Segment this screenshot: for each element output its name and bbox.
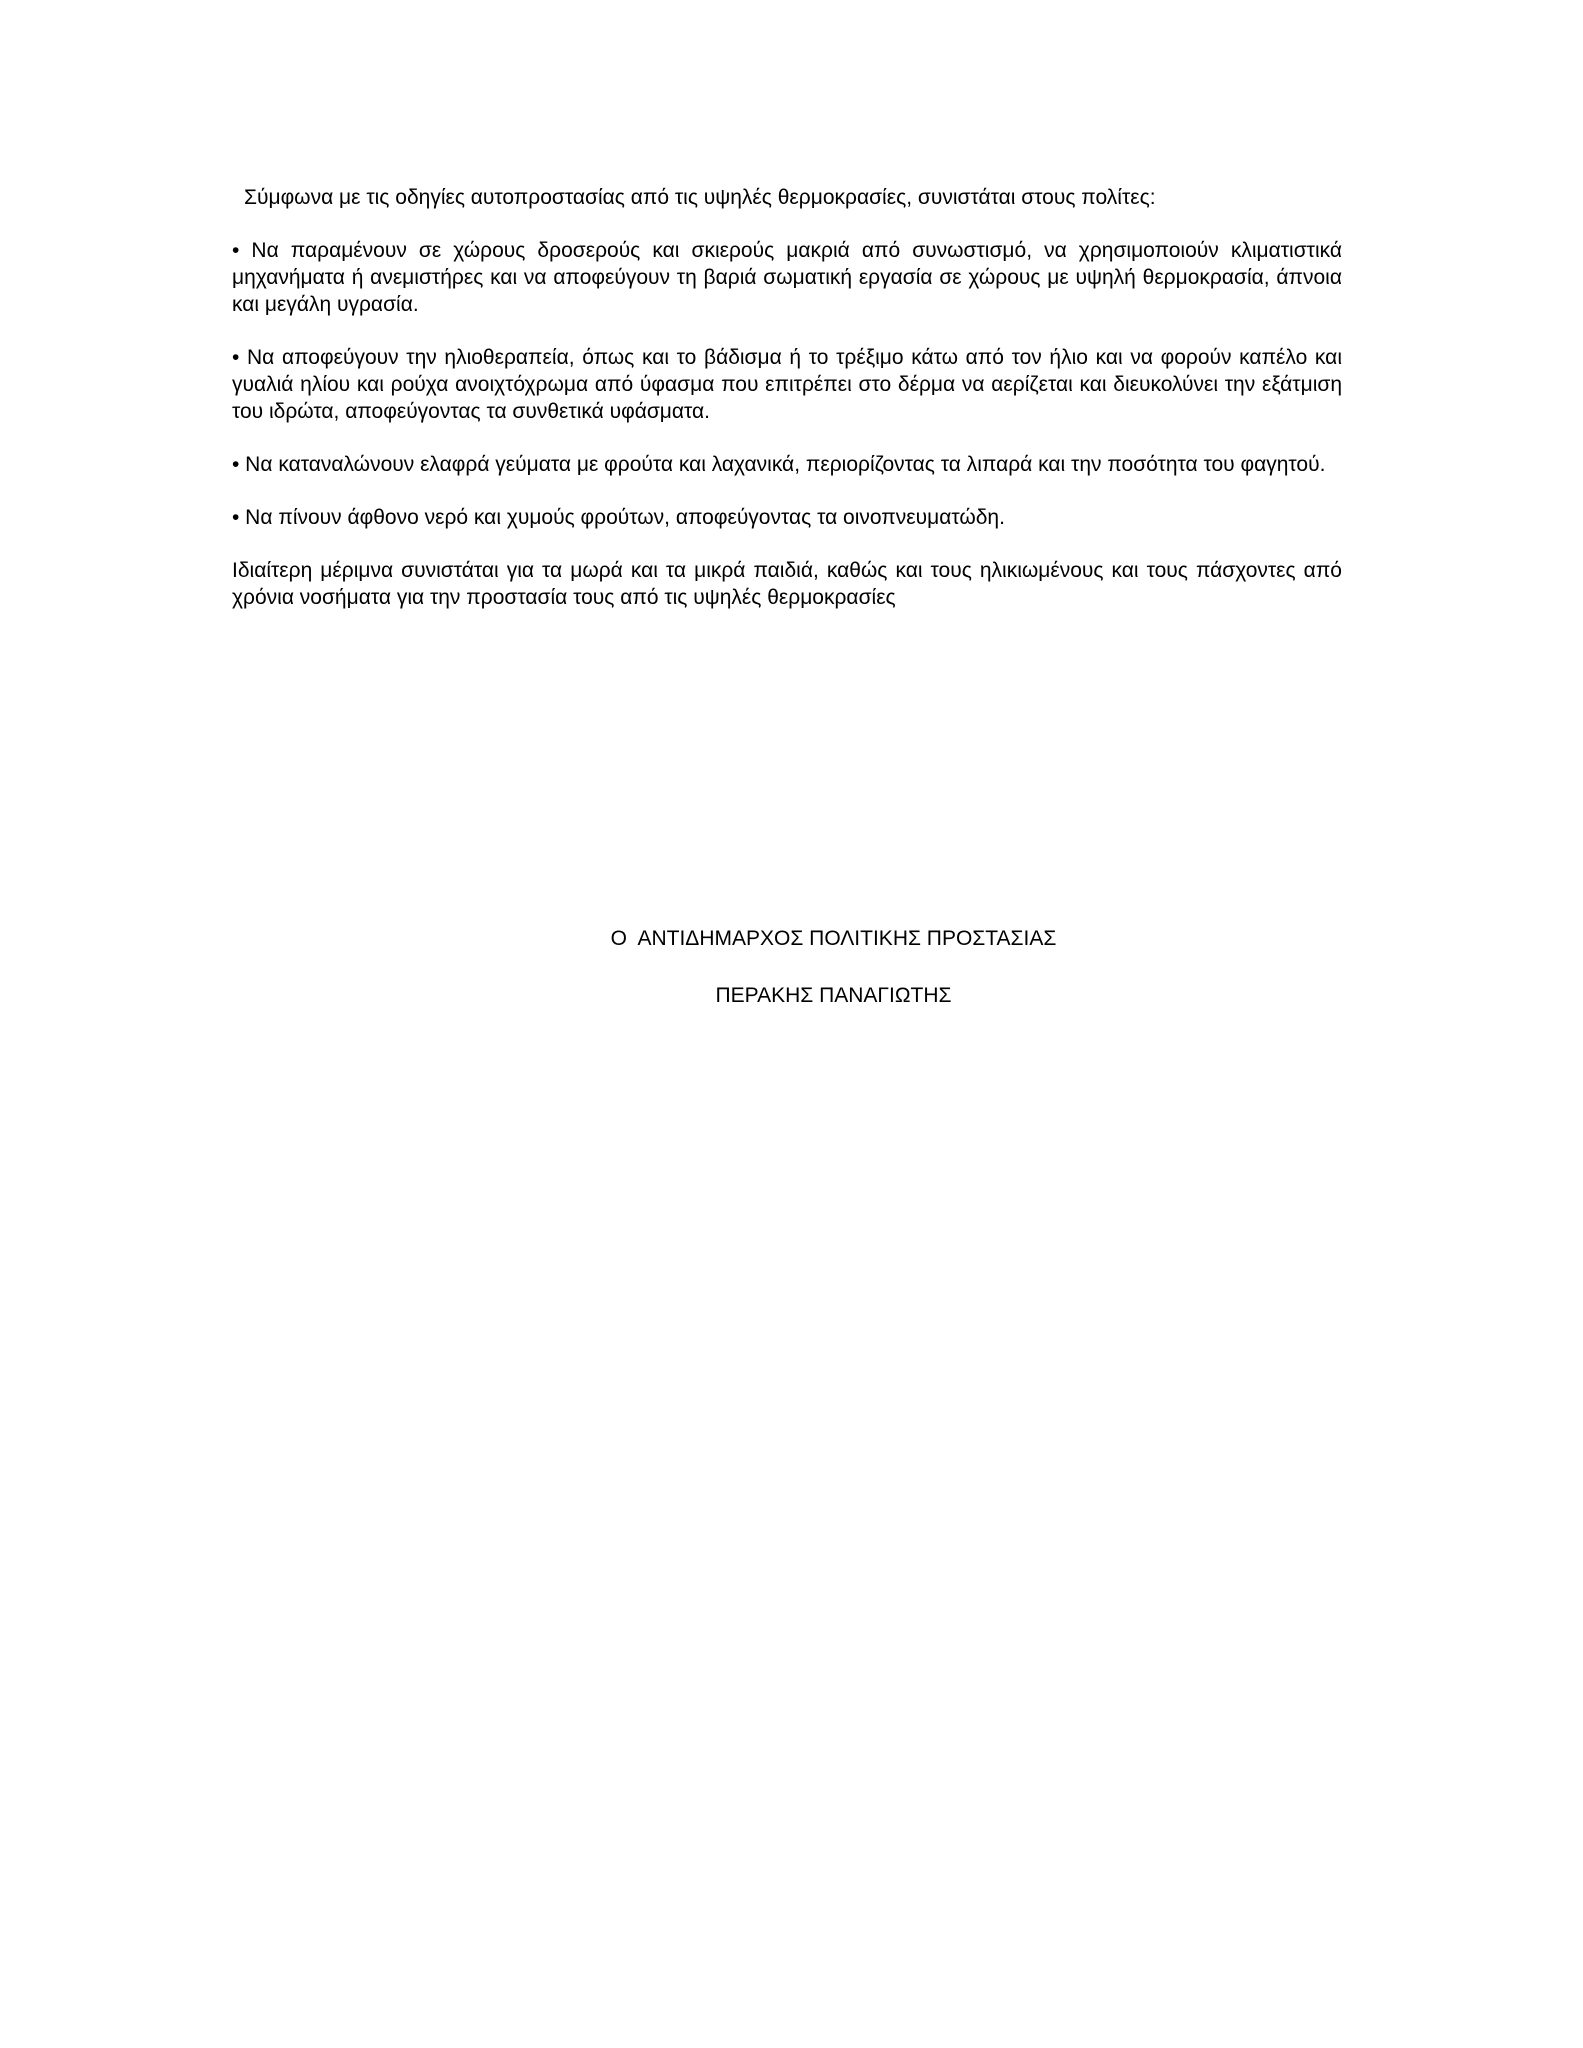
paragraph-light-meals: • Να καταναλώνουν ελαφρά γεύματα με φρούτα και λαχανικά, περιορίζοντας τα λιπαρά και την ποσότητα του φαγητού. (232, 453, 1326, 476)
signature-name: ΠΕΡΑΚΗΣ ΠΑΝΑΓΙΩΤΗΣ (715, 984, 952, 1007)
paragraph-sun-exposure: • Να αποφεύγουν την ηλιοθεραπεία, όπως και το βάδισμα ή το τρέξιμο κάτω από τον ήλιο και να φορούν καπέλο και γυαλιά ηλίου και ρούχα ανοιχτόχρωμα από ύφασμα που επιτρέπει στο δέρμα να αερίζεται και διευκολύνει την εξάτμιση του ιδρώτα, αποφεύγοντας τα συνθετικά υφάσματα. (232, 346, 1342, 423)
document-body (232, 184, 1342, 637)
paragraph-vulnerable-groups: Ιδιαίτερη μέριμνα συνιστάται για τα μωρά και τα μικρά παιδιά, καθώς και τους ηλικιωμένους και τους πάσχοντες από χρόνια νοσήματα για την προστασία τους από τις υψηλές θερμοκρασίες (232, 559, 1342, 609)
paragraph-cool-places: • Να παραμένουν σε χώρους δροσερούς και σκιερούς μακριά από συνωστισμό, να χρησιμοποιούν κλιματιστικά μηχανήματα ή ανεμιστήρες και να αποφεύγουν τη βαριά σωματική εργασία σε χώρους με υψηλή θερμοκρασία, άπνοια και μεγάλη υγρασία. (232, 239, 1342, 316)
paragraph-hydration: • Να πίνουν άφθονο νερό και χυμούς φρούτων, αποφεύγοντας τα οινοπνευματώδη. (232, 506, 1005, 529)
intro-text: Σύμφωνα με τις οδηγίες αυτοπροστασίας από τις υψηλές θερμοκρασίες, συνιστάται στους πολίτες: (244, 186, 1156, 209)
signature-title: Ο ΑΝΤΙΔΗΜΑΡΧΟΣ ΠΟΛΙΤΙΚΗΣ ΠΡΟΣΤΑΣΙΑΣ (610, 927, 1057, 950)
